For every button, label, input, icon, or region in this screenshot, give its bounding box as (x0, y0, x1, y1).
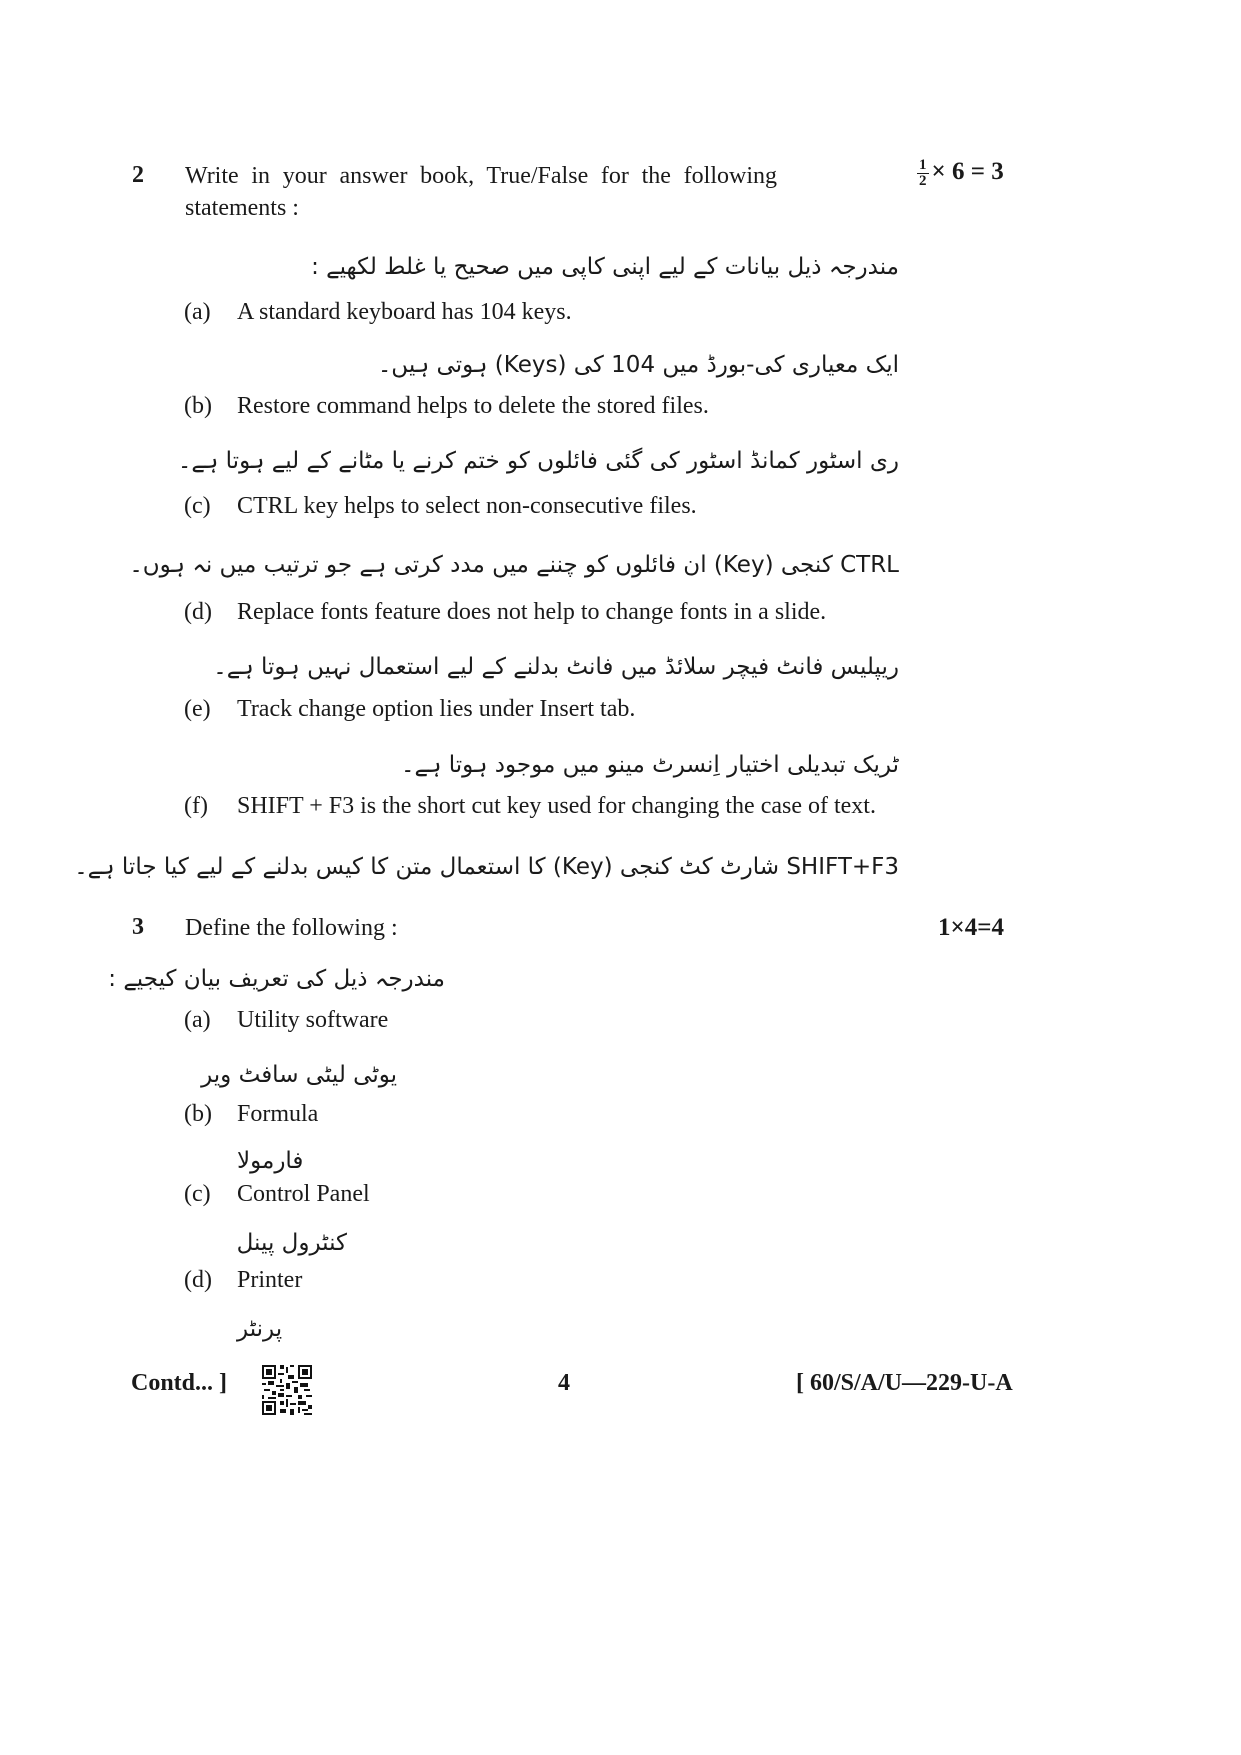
page-number: 4 (558, 1370, 570, 1396)
q3-item-a-label: (a) (184, 1007, 211, 1033)
q2-item-e-text: Track change option lies under Insert tab. (237, 696, 636, 722)
q3-item-d-text: Printer (237, 1267, 303, 1293)
q3-item-c-label: (c) (184, 1181, 211, 1207)
q3-item-c-urdu: کنٹرول پینل (236, 1230, 347, 1256)
q2-item-d-text: Replace fonts feature does not help to change fonts in a slide. (237, 599, 827, 625)
q2-item-e-urdu: ٹریک تبدیلی اختیار اِنسرٹ مینو میں موجود ہوتا ہے۔ (400, 752, 899, 778)
q3-marks: 1×4=4 (938, 914, 1004, 941)
q2-item-f-urdu: SHIFT+F3 شارٹ کٹ کنجی (Key) کا استعمال متن کا کیس بدلنے کے لیے کیا جاتا ہے۔ (74, 854, 899, 880)
q3-item-b-label: (b) (184, 1101, 212, 1127)
contd-label: Contd... ] (131, 1370, 228, 1396)
q2-number: 2 (132, 162, 144, 188)
q2-item-b-urdu: ری اسٹور کمانڈ اسٹور کی گئی فائلوں کو ختم کرنے یا مٹانے کے لیے ہوتا ہے۔ (177, 448, 899, 474)
q2-item-c-urdu: CTRL کنجی (Key) ان فائلوں کو چننے میں مدد کرتی ہے جو ترتیب میں نہ ہوں۔ (129, 552, 899, 578)
paper-code: [ 60/S/A/U—229-U-A (796, 1370, 1013, 1396)
q2-item-b-text: Restore command helps to delete the stored files. (237, 393, 709, 419)
q3-number: 3 (132, 914, 144, 940)
q2-urdu-prompt: مندرجہ ذیل بیانات کے لیے اپنی کاپی میں صحیح یا غلط لکھیے : (311, 254, 899, 280)
q2-item-e-label: (e) (184, 696, 211, 722)
q3-item-d-label: (d) (184, 1267, 212, 1293)
q2-item-d-urdu: ریپلیس فانٹ فیچر سلائڈ میں فانٹ بدلنے کے لیے استعمال نہیں ہوتا ہے۔ (213, 654, 899, 680)
q3-item-c-text: Control Panel (237, 1181, 370, 1207)
q3-prompt: Define the following : (185, 915, 398, 941)
qr-code-icon (262, 1365, 312, 1420)
q3-item-b-urdu: فارمولا (237, 1148, 304, 1174)
q2-item-b-label: (b) (184, 393, 212, 419)
q2-item-c-text: CTRL key helps to select non-consecutive files. (237, 493, 697, 519)
q2-prompt-line2: statements : (185, 195, 299, 221)
q3-item-b-text: Formula (237, 1101, 319, 1127)
q3-item-a-text: Utility software (237, 1007, 389, 1033)
q2-prompt: Write in your answer book, True/False for the following (185, 163, 777, 189)
q2-marks-fraction: $\frac{1}{2}$ (919, 157, 927, 189)
q3-item-a-urdu: یوٹی لیٹی سافٹ ویر (201, 1062, 397, 1088)
q3-item-d-urdu: پرنٹر (237, 1316, 283, 1342)
q2-item-a-text: A standard keyboard has 104 keys. (237, 299, 572, 325)
q3-urdu-prompt: مندرجہ ذیل کی تعریف بیان کیجیے : (108, 966, 445, 992)
q2-item-a-urdu: ایک معیاری کی-بورڈ میں 104 کی (Keys) ہوتی ہیں۔ (377, 352, 899, 378)
q2-item-f-label: (f) (184, 793, 208, 819)
q2-item-d-label: (d) (184, 599, 212, 625)
q2-item-c-label: (c) (184, 493, 211, 519)
q2-item-a-label: (a) (184, 299, 211, 325)
q2-marks: $\frac{1}{2}$ × 6 = 3 (919, 157, 1004, 189)
q2-item-f-text: SHIFT + F3 is the short cut key used for changing the case of text. (237, 793, 876, 819)
